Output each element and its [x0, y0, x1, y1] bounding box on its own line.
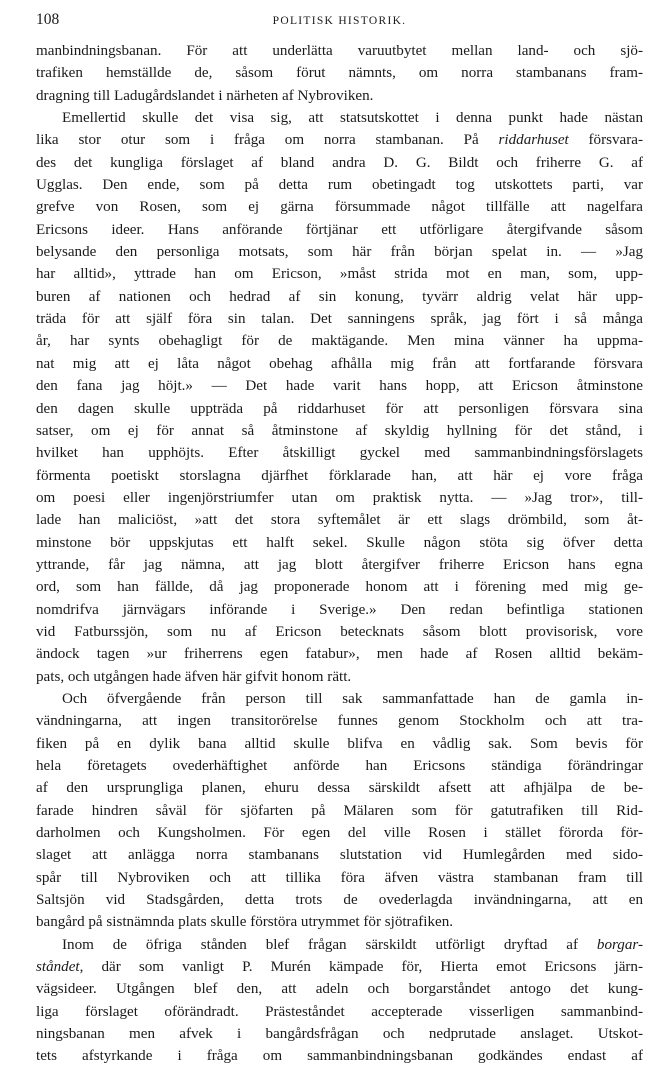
text-line: den fana jag höjt.» — Det hade varit hans hopp, att Ericson åtminstone — [36, 378, 643, 395]
italic-term: borgar- — [596, 936, 643, 953]
running-title: POLITISK HISTORIK. — [272, 15, 407, 27]
text-line: förmenta poetiskt storslagna djärfhet förklarade han, att här ej vore fråga — [36, 467, 643, 484]
text-line: hela företagets ovederhäftighet anförde han Ericsons ständiga förändringar — [36, 758, 643, 774]
text-line: vägsideer. Utgången blef den, att adeln och borgarståndet antogo det kung- — [36, 981, 643, 998]
italic-term: ståndet — [36, 959, 80, 976]
text-line: vid Fatburssjön, som nu af Ericson betecknats såsom blott provisorisk, vore — [36, 623, 643, 640]
text-line: hvilket han upphöjts. Efter åtskilligt gyckel med sammanbindningsförslagets — [36, 445, 643, 462]
text-line: belysande den personliga motsats, som här från början spelat in. — »Jag — [36, 244, 643, 261]
body-text — [36, 40, 643, 1068]
text-line: manbindningsbanan. För att underlätta varuutbytet mellan land- och sjö- — [36, 43, 643, 59]
text-line: Ugglas. Den ende, som på detta rum obetingadt tog utskottets parti, var — [36, 177, 643, 194]
text-line: Inom de öfriga stånden blef frågan särskildt utförligt dryftad af borgar- — [62, 936, 643, 953]
text-line: har alltid», yttrade han om Ericson, »måst strida mot en man, som, upp- — [36, 266, 643, 283]
text-line: Saltsjön vid Stadsgården, detta trots de ovederlagda invändningarna, att en — [36, 892, 643, 909]
text-line: lade han maliciöst, »att det stora syftemålet är ett slags drömbild, som åt- — [36, 512, 643, 529]
text-line: yttrande, får jag nämna, att jag blott återgifver friherre Ericson hans egna — [36, 556, 643, 573]
text-line: Och öfvergående från person till sak sammanfattade han de gamla in- — [62, 690, 643, 707]
text-line: ändock tagen »ur friherrens egen fatabur», men hade af Rosen alltid bekäm- — [36, 646, 643, 663]
text-line: minstone bör uppskjutas ett halft sekel. Skulle någon stöta sig öfver detta — [36, 534, 643, 551]
text-line: slaget att anlägga norra stambanans slutstation vid Humlegården med sido- — [36, 847, 643, 864]
text-line: nat mig att ej låta något obehag afhålla mig från att fortfarande försvara — [36, 355, 643, 372]
text-line: år, har synts obehagligt för de maktägande. Men mina vänner ha uppma- — [36, 333, 643, 350]
page-number: 108 — [36, 11, 60, 28]
text-line: farade hindren såväl för sjöfarten på Mälaren som för gatutrafiken till Rid- — [36, 802, 643, 819]
text-line: pats, och utgången hade äfven här gifvit honom rätt. — [36, 668, 352, 685]
text-line: lika stor otur som i fråga om norra stambanan. På riddarhuset försvara- — [36, 132, 643, 149]
text-line: nomdrifva järnvägars införande i Sverige.» Den redan befintliga stationen — [36, 601, 643, 618]
text-line: spår till Nybroviken och att tillika föra äfven västra stambanan fram till — [36, 869, 643, 886]
text-line: fiken på en dylik bana alltid skulle blifva en vådlig sak. Som bevis för — [36, 735, 643, 752]
text-line: om poesi eller ingenjörstriumfer utan om praktisk nytta. — »Jag tror», till- — [36, 489, 643, 506]
text-line: bangård på sistnämnda plats skulle förstöra utrymmet för sjötrafiken. — [36, 914, 454, 931]
text-line: träda för att själf föra sin talan. Det sanningens språk, jag fört i så många — [36, 311, 643, 328]
text-line: Ericsons ideer. Hans anförande förtjänar ett utförligare återgifvande såsom — [36, 221, 643, 238]
page-header — [36, 10, 643, 32]
text-line: Emellertid skulle det visa sig, att statsutskottet i denna punkt hade nästan — [62, 110, 643, 127]
text-line: ståndet, där som vanligt P. Murén kämpade för, Hierta emot Ericsons järn- — [36, 959, 643, 976]
text-line: af den ursprungliga planen, ehuru dessa särskildt afsett att afhjälpa de be- — [36, 780, 643, 797]
text-line: trafiken hemställde de, såsom förut nämnts, om norra stambanans fram- — [36, 65, 643, 82]
text-line: des det kungliga förslaget af bland andra D. G. Bildt och friherre G. af — [36, 154, 643, 171]
text-line: tets afstyrkande i fråga om sammanbindningsbanan godkändes endast af — [36, 1048, 643, 1065]
italic-term: riddarhuset — [498, 132, 569, 149]
text-line: liga förslaget oförändradt. Prästeståndet accepterade visserligen sammanbind- — [36, 1003, 643, 1020]
text-line: dragning till Ladugårdslandet i närheten af Nybroviken. — [36, 87, 374, 104]
text-line: darholmen och Kungsholmen. För egen del ville Rosen i stället förorda för- — [36, 825, 643, 842]
text-line: buren af nationen och hedrad af sin konung, tyvärr aldrig velat här upp- — [36, 288, 643, 305]
text-line: ord, som han fällde, då jag proponerade honom att i förening med mig ge- — [36, 579, 643, 596]
text-line: den dagen skulle uppträda på riddarhuset för att personligen försvara sina — [36, 400, 643, 417]
text-line: satser, om ej för annat så åtminstone af skyldig hyllning för det stånd, i — [36, 422, 643, 439]
text-line: ningsbanan men afvek i bangårdsfrågan och nedprutade anslaget. Utskot- — [36, 1026, 643, 1043]
book-page — [36, 10, 643, 1068]
text-line: grefve von Rosen, som ej gärna försummade något tillfälle att nagelfara — [36, 199, 643, 216]
text-line: vändningarna, att ingen transitorörelse funnes genom Stockholm och att tra- — [36, 713, 643, 730]
